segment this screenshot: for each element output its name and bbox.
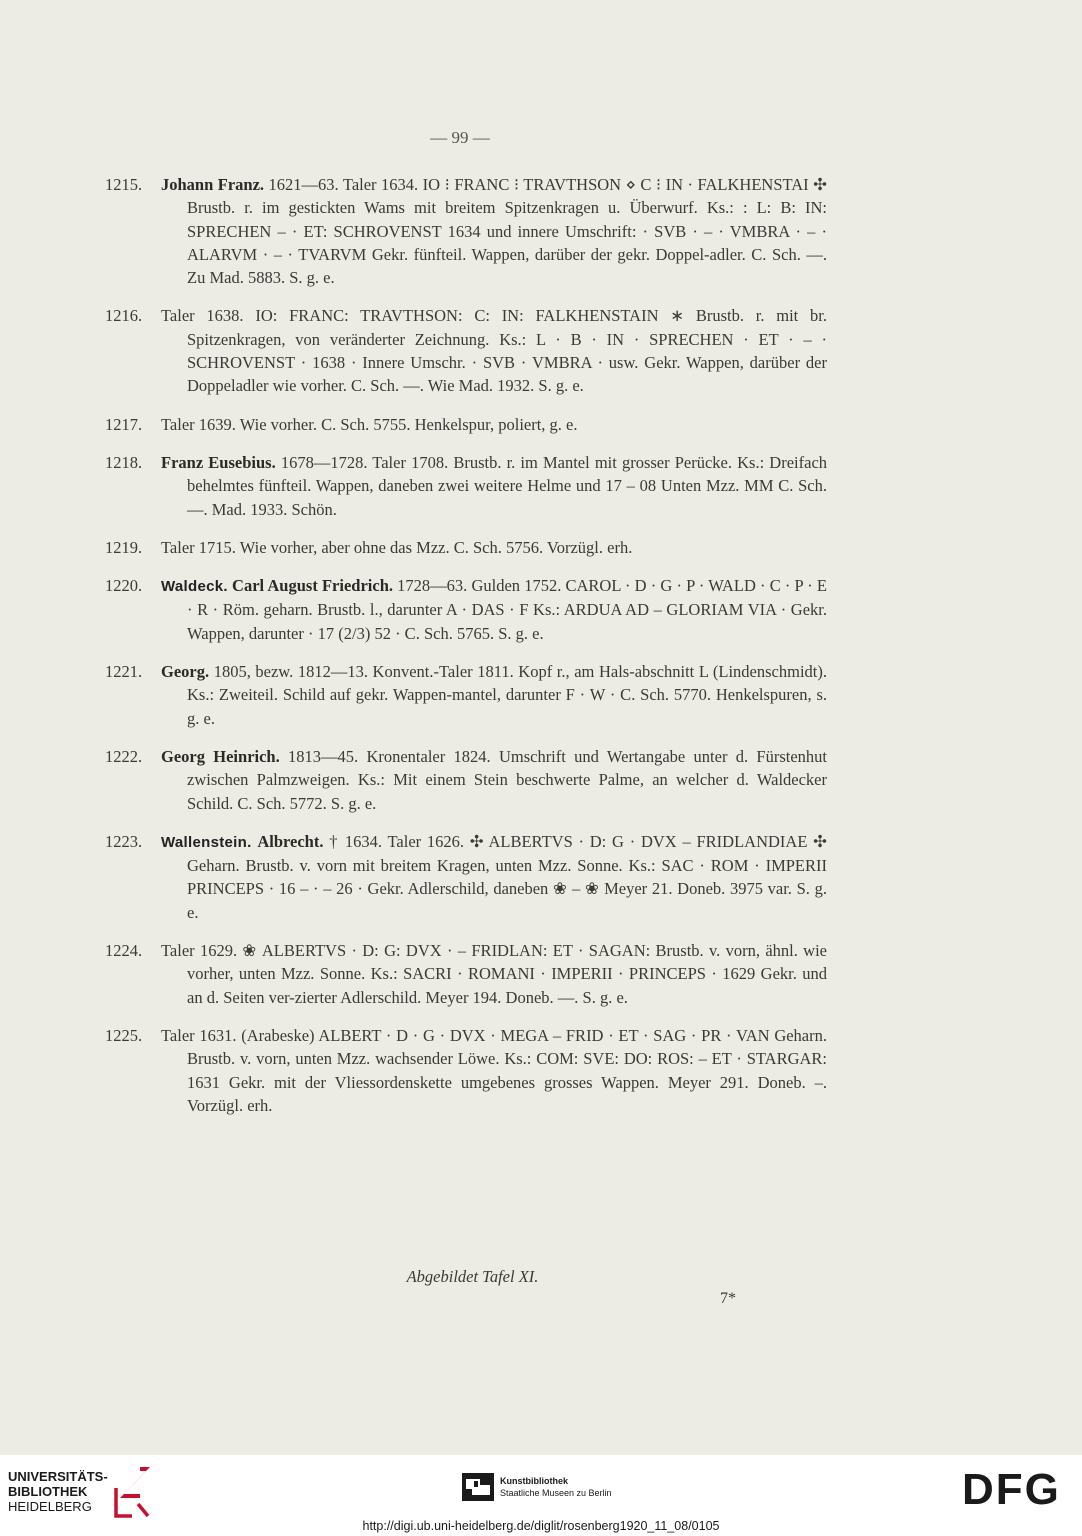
catalog-entry xyxy=(105,660,827,730)
kunstbibliothek-logo-icon xyxy=(462,1473,494,1501)
entry-number: 1217. xyxy=(105,414,143,434)
catalog-entry xyxy=(105,451,827,521)
catalog-entry xyxy=(105,939,827,1009)
entry-number: 1219. xyxy=(105,537,143,557)
entry-number: 1220. xyxy=(105,576,143,596)
permalink-url[interactable]: http://digi.ub.uni-heidelberg.de/diglit/rosenberg1920_11_08/0105 xyxy=(362,1519,720,1533)
catalog-entry xyxy=(105,536,827,559)
entry-text: Taler 1631. (Arabeske) ALBERT · D · G · DVX · MEGA – FRID · ET · SAG · PR · VAN Geharn. Brustb. v. vorn, unten Mzz. wachsender Löwe. Ks.: COM: SVE: DO: ROS: – ET · STARGAR: 1631 Gekr. mit der Vliessordenskette umgebenes grosses Wappen. Meyer 291. Doneb. –. Vorzügl. erh. xyxy=(161,1025,827,1115)
kb-line1: Kunstbibliothek xyxy=(500,1476,568,1486)
entry-text: 1813—45. Kronentaler 1824. Umschrift und Wertangabe unter d. Fürstenhut zwischen Palmzweigen. Ks.: Mit einem Stein beschwerte Palme, an welcher d. Waldecker Schild. C. Sch. 5772. S. g. e. xyxy=(187,746,827,813)
entry-text: 1728—63. Gulden 1752. CAROL · D · G · P · WALD · C · P · E · R · Röm. geharn. Brustb. l., darunter A · DAS · F Ks.: ARDUA AD – GLORIAM VIA · Gekr. Wappen, darunter · 17 (2/3) 52 · C. Sch. 5765. S. g. e. xyxy=(187,576,827,643)
entry-text: Taler 1638. IO: FRANC: TRAVTHSON: C: IN: FALKHENSTAIN ∗ Brustb. r. mit br. Spitzenkragen, von veränderter Zeichnung. Ks.: L · B · IN · SPRECHEN · ET · – · SCHROVENST · 1638 · Innere Umschr. · SVB · VMBRA · usw. Gekr. Wappen, darüber der Doppeladler wie vorher. C. Sch. —. Wie Mad. 1932. S. g. e. xyxy=(161,306,827,396)
catalog-entry xyxy=(105,745,827,815)
signature-mark: 7* xyxy=(720,1290,736,1307)
entry-number: 1222. xyxy=(105,746,143,766)
entry-number: 1221. xyxy=(105,662,143,682)
ub-logo-mark-icon xyxy=(110,1464,152,1520)
ruler-name: Albrecht. xyxy=(257,831,324,851)
catalog-entry xyxy=(105,304,827,397)
kunstbibliothek-text xyxy=(500,1475,612,1499)
catalog-entry xyxy=(105,830,827,924)
ub-logo-line1: UNIVERSITÄTS- xyxy=(8,1469,108,1484)
entry-text: Taler 1715. Wie vorher, aber ohne das Mzz. C. Sch. 5756. Vorzügl. erh. xyxy=(161,537,633,557)
entry-number: 1225. xyxy=(105,1025,143,1045)
ruler-name: Georg. xyxy=(161,662,210,682)
ruler-name: Franz Eusebius. xyxy=(161,452,276,472)
house-name: Waldeck. xyxy=(161,578,228,596)
entry-number: 1215. xyxy=(105,175,143,194)
entry-number: 1216. xyxy=(105,306,143,326)
entry-number: 1218. xyxy=(105,452,143,472)
entry-text: Taler 1629. ❀ ALBERTVS · D: G: DVX · – FRIDLAN: ET · SAGAN: Brustb. v. vorn, ähnl. wie vorher, unten Mzz. Sonne. Ks.: SACRI · ROMANI · IMPERII · PRINCEPS · 1629 Gekr. und an d. Seiten ver-zierter Adlerschild. Meyer 194. Doneb. —. S. g. e. xyxy=(161,941,827,1007)
entry-text: † 1634. Taler 1626. ✣ ALBERTVS · D: G · DVX – FRIDLANDIAE ✣ Geharn. Brustb. v. vorn mit breitem Kragen, unten Mzz. Sonne. Ks.: SAC · ROM · IMPERII PRINCEPS · 16 – · – 26 · Gekr. Adlerschild, daneben ❀ – ❀ Meyer 21. Doneb. 3975 var. S. g. e. xyxy=(187,831,827,922)
ub-logo-line2: BIBLIOTHEK xyxy=(8,1484,88,1499)
entry-number: 1223. xyxy=(105,831,143,851)
kb-line2: Staatliche Museen zu Berlin xyxy=(500,1488,612,1498)
ruler-name: Georg Heinrich. xyxy=(161,746,280,766)
catalog-entry xyxy=(105,1024,827,1117)
catalog-entries xyxy=(105,173,827,1132)
ub-heidelberg-logo[interactable] xyxy=(8,1469,108,1514)
page-number: — 99 — xyxy=(430,128,490,147)
entry-text: 1805, bezw. 1812—13. Konvent.-Taler 1811. Kopf r., am Hals-abschnitt L (Lindenschmidt). Ks.: Zweiteil. Schild auf gekr. Wappen-mantel, darunter F · W · C. Sch. 5770. Henkelspuren, s. g. e. xyxy=(187,662,827,728)
entry-text: 1678—1728. Taler 1708. Brustb. r. im Mantel mit grosser Perücke. Ks.: Dreifach behelmtes fünfteil. Wappen, daneben zwei weitere Helme und 17 – 08 Unten Mzz. MM C. Sch. —. Mad. 1933. Schön. xyxy=(187,452,828,519)
ub-logo-line3: HEIDELBERG xyxy=(8,1499,92,1514)
catalog-entry xyxy=(105,173,827,289)
dfg-logo[interactable]: DFG xyxy=(962,1465,1061,1514)
footer-bar xyxy=(0,1455,1082,1536)
entry-number: 1224. xyxy=(105,941,143,961)
entry-text: 1621—63. Taler 1634. IO ⁝ FRANC ⁝ TRAVTHSON ⋄ C ⁝ IN · FALKHENSTAI ✣ Brustb. r. im gestickten Wams mit breitem Spitzenkragen u. Überwurf. Ks.: : L: B: IN: SPRECHEN – · ET: SCHROVENST 1634 und innere Umschrift: · SVB · – · VMBRA · – · ALARVM · – · TVARVM Gekr. fünfteil. Wappen, darüber der gekr. Doppel-adler. C. Sch. —. Zu Mad. 5883. S. g. e. xyxy=(187,175,827,288)
entry-text: Taler 1639. Wie vorher. C. Sch. 5755. Henkelspur, poliert, g. e. xyxy=(161,414,578,434)
plate-caption: Abgebildet Tafel XI. xyxy=(406,1267,539,1286)
house-name: Wallenstein. xyxy=(161,833,252,851)
catalog-entry xyxy=(105,413,827,436)
ruler-name: Carl August Friedrich. xyxy=(232,576,393,596)
ruler-name: Johann Franz. xyxy=(161,175,265,194)
catalog-entry xyxy=(105,574,827,645)
